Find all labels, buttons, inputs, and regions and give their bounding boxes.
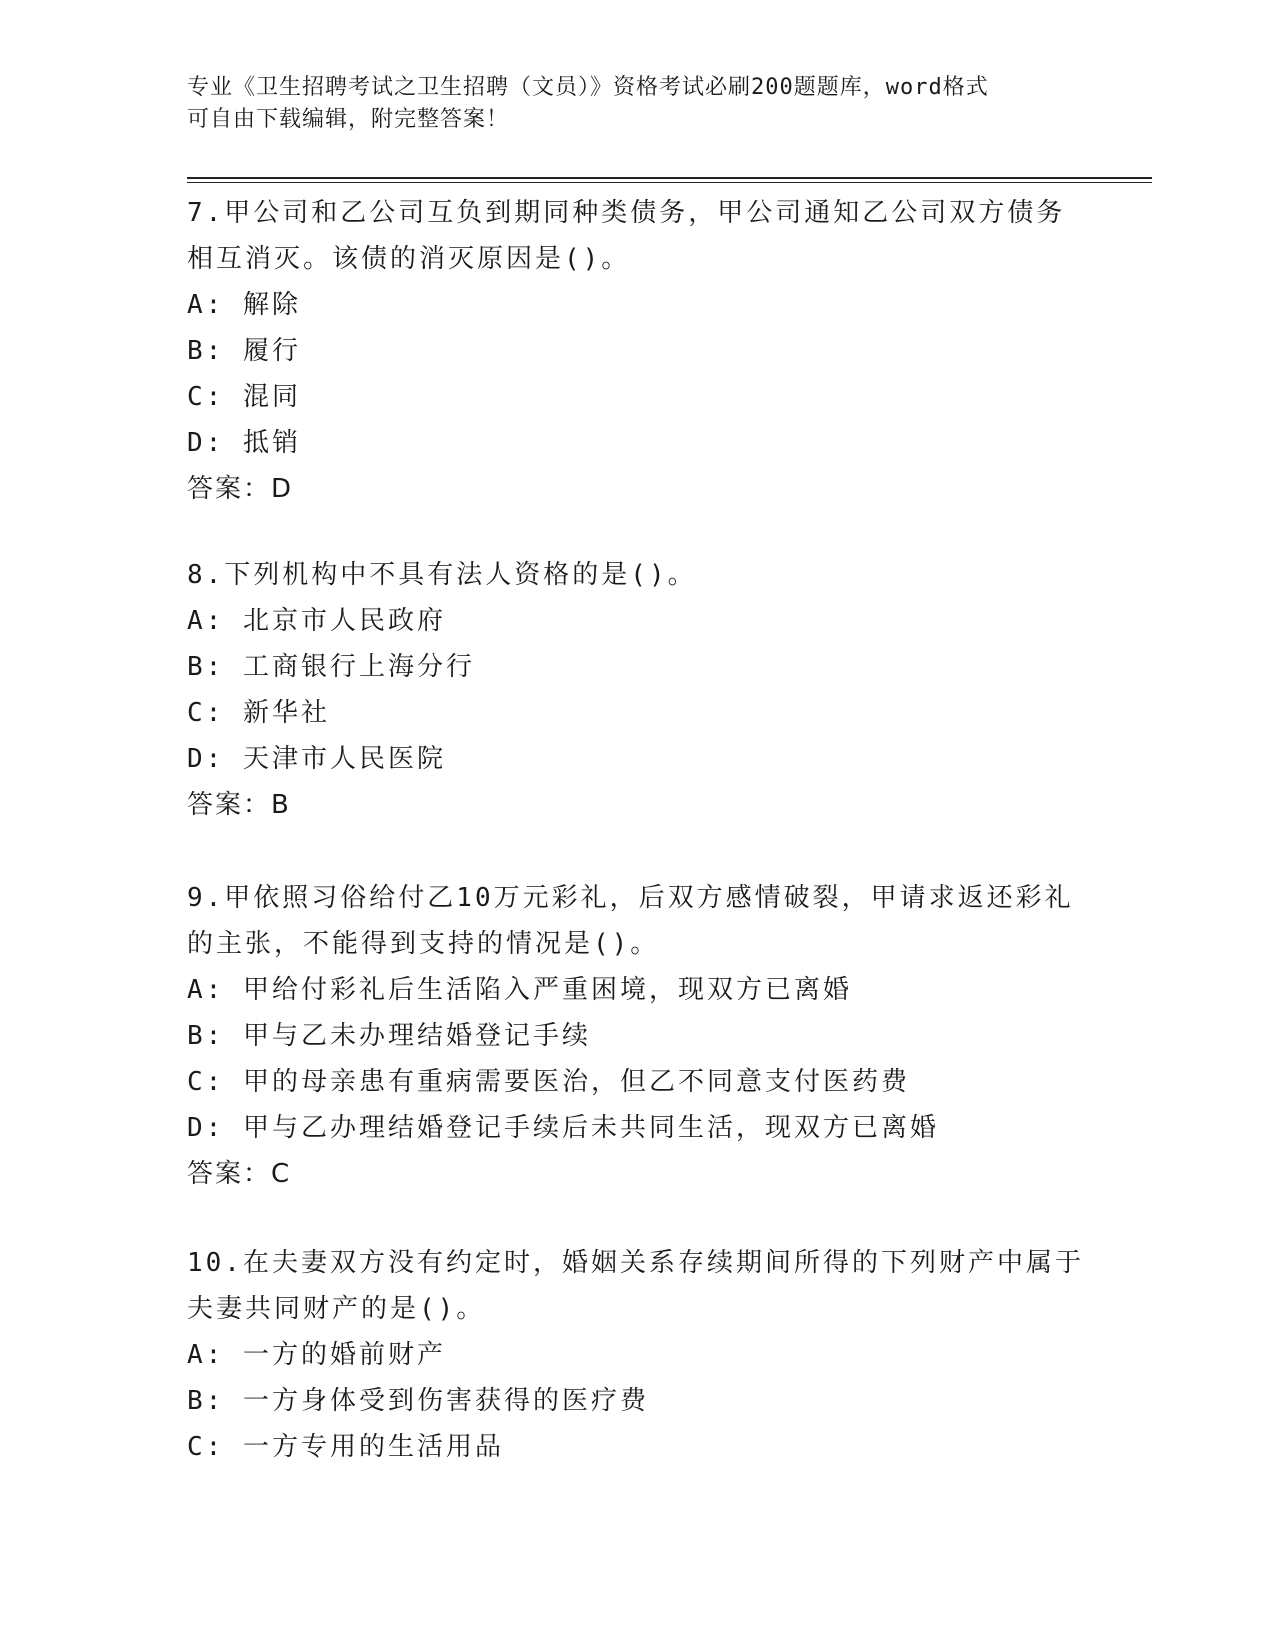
option-a: A: 甲给付彩礼后生活陷入严重困境，现双方已离婚 (187, 975, 852, 1005)
option-a: A: 北京市人民政府 (187, 606, 446, 636)
option-b: B: 甲与乙未办理结婚登记手续 (187, 1021, 591, 1051)
option-c: C: 一方专用的生活用品 (187, 1432, 504, 1462)
option-c: C: 甲的母亲患有重病需要医治，但乙不同意支付医药费 (187, 1067, 910, 1097)
question-text-line-1: 10.在夫妻双方没有约定时，婚姻关系存续期间所得的下列财产中属于 (187, 1248, 1084, 1278)
option-c: C: 新华社 (187, 698, 330, 728)
question-10 (187, 1240, 1087, 1470)
answer: 答案：C (187, 1159, 292, 1189)
header-divider-thick (187, 177, 1152, 179)
question-8 (187, 552, 1087, 828)
option-d: D: 甲与乙办理结婚登记手续后未共同生活，现双方已离婚 (187, 1113, 939, 1143)
header-line-2: 可自由下载编辑，附完整答案！ (187, 107, 510, 132)
option-b: B: 工商银行上海分行 (187, 652, 475, 682)
question-text-line-1: 7.甲公司和乙公司互负到期同种类债务，甲公司通知乙公司双方债务 (187, 198, 1066, 228)
option-b: B: 履行 (187, 336, 301, 366)
question-9 (187, 875, 1087, 1197)
header-line-1: 专业《卫生招聘考试之卫生招聘（文员）》资格考试必刷200题题库，word格式 (187, 75, 989, 100)
option-a: A: 解除 (187, 290, 301, 320)
question-text-line-2: 的主张，不能得到支持的情况是()。 (187, 929, 660, 959)
option-c: C: 混同 (187, 382, 301, 412)
option-d: D: 天津市人民医院 (187, 744, 446, 774)
answer: 答案：D (187, 474, 294, 504)
header-divider-thin (187, 182, 1152, 183)
option-d: D: 抵销 (187, 428, 301, 458)
question-text-line-2: 相互消灭。该债的消灭原因是()。 (187, 244, 631, 274)
question-text-line-2: 夫妻共同财产的是()。 (187, 1294, 486, 1324)
document-header (187, 72, 1087, 136)
option-b: B: 一方身体受到伤害获得的医疗费 (187, 1386, 649, 1416)
option-a: A: 一方的婚前财产 (187, 1340, 446, 1370)
answer: 答案：B (187, 790, 291, 820)
question-text-line-1: 9.甲依照习俗给付乙10万元彩礼，后双方感情破裂，甲请求返还彩礼 (187, 883, 1074, 913)
question-7 (187, 190, 1087, 512)
question-text-line-1: 8.下列机构中不具有法人资格的是()。 (187, 560, 697, 590)
